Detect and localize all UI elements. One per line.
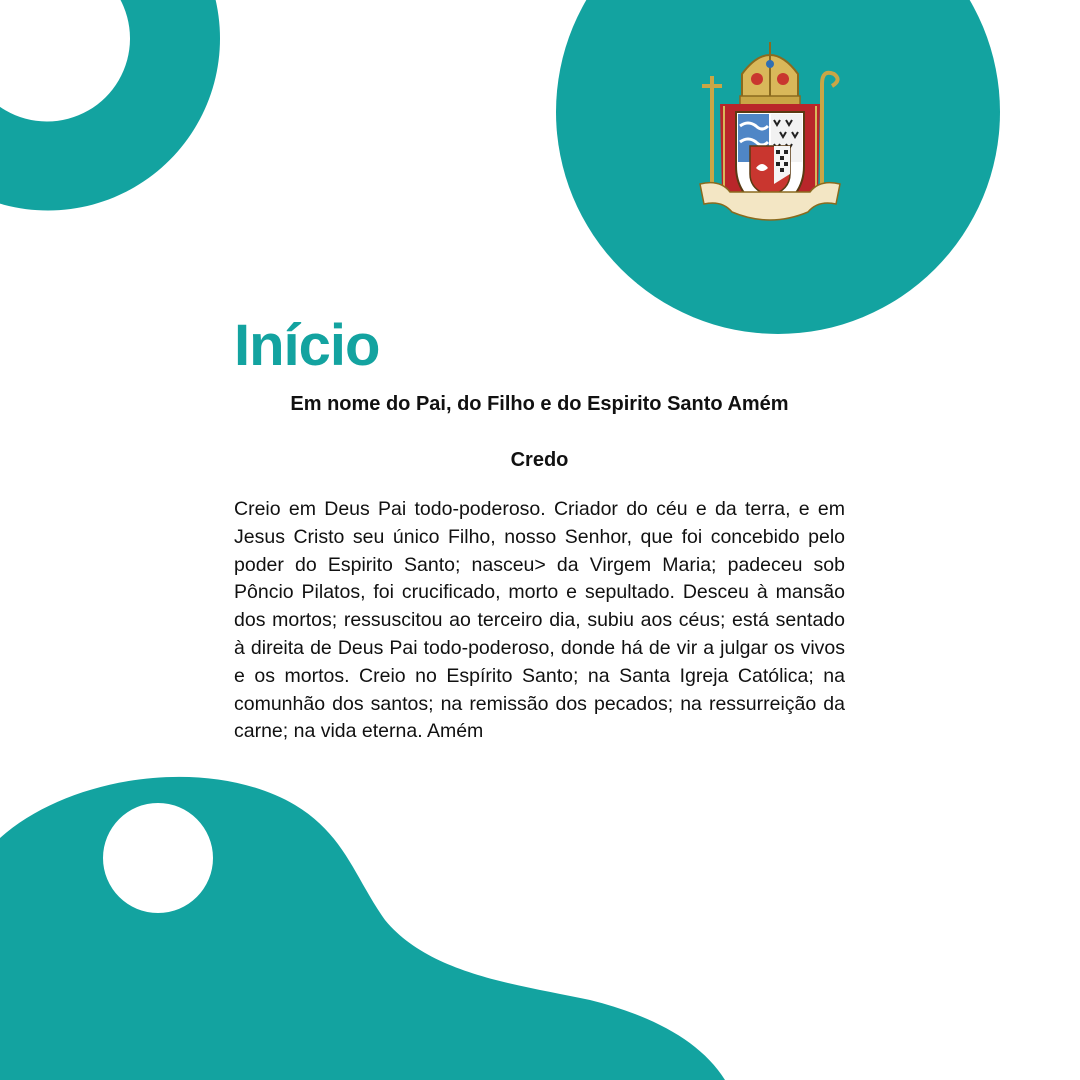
prayer-text: Creio em Deus Pai todo-poderoso. Criador do céu e da terra, e em Jesus Cristo seu único Filho, nosso Senhor, que foi concebido pelo poder do Espirito Santo; nasceu> da Virgem Maria; padeceu sob Pôncio Pilatos, foi crucificado, morto e sepultado. Desceu à mansão dos mortos; ressuscitou ao terceiro dia, subiu aos céus; está sentado à direita de Deus Pai todo-poderoso, donde há de vir a julgar os vivos e os mortos. Creio no Espírito Santo; na Santa Igreja Católica; na comunhão dos santos; na remissão dos pecados; na ressurreição da carne; na vida eterna. Amém <box>234 498 845 743</box>
top-left-ring-shape <box>0 0 220 211</box>
diocese-coat-of-arms-icon <box>690 34 850 234</box>
bottom-left-blob-shape <box>0 777 725 1080</box>
invocation-subtitle: Em nome do Pai, do Filho e do Espirito Santo Amém <box>290 393 789 415</box>
prayer-heading: Credo <box>510 449 569 471</box>
page-title: Início <box>234 313 380 378</box>
